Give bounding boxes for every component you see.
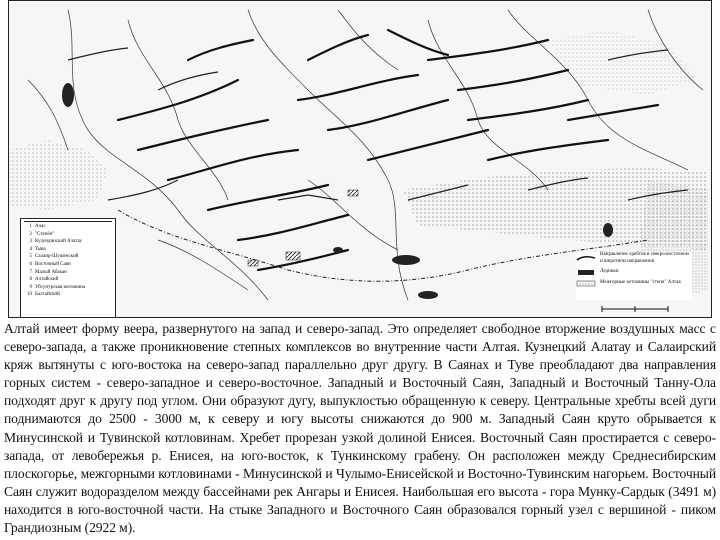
legend-item-label: Убсунурская котловина bbox=[35, 284, 86, 290]
description-paragraph: Алтай имеет форму веера, развернутого на запад и северо-запад. Это определяет свободное вторжение воздушных масс с северо-запада, а также проникновение степных комплексов во внутренние части Алтая. Кузнецкий Алатау и Салаирский кряж вытянуты с юго-востока на северо-запад параллельно друг другу. В Саянах и Туве преобладают два направления горных систем - северо-западное и северо-восточное. Западный и Восточный Саян, Западный и Восточный Танну-Ола подходят друг к другу под углом. Они образуют дугу, выпуклостью обращенную к северу. Центральные хребты всей дуги поднимаются до 2500 - 3000 м, к северу и югу высоты снижаются до 900 м. Западный Саян круто обрывается к Минусинской и Тувинской котловинам. Хребет прорезан узкой долиной Енисея. Восточный Саян простирается с северо-запада, от левобережья р. Енисея, на юго-восток, к Тункинскому грабену. Он расположен между Среднесибирским плоскогорье, межгорными котловинами - Минусинской и Чулымо-Енисейской и Восточно-Тувинским нагорьем. Восточный Саян служит водоразделом между бассейнами рек Ангары и Енисея. Наибольшая его высота - гора Мунку-Сардык (3491 м) находится в юго-восточной части. На стыке Западного и Восточного Саян образовался горный узел с вершиной - пиком Грандиозным (2922 м). bbox=[4, 321, 716, 536]
legend-title bbox=[24, 221, 112, 222]
legend-right-item bbox=[576, 269, 692, 276]
stipple-area-northeast bbox=[548, 30, 698, 95]
legend-item-number: 6 bbox=[29, 261, 32, 267]
legend-right-label: Направление хребтов в северо-восточном и широтном направлении bbox=[600, 252, 689, 264]
legend-item-label: "Степён" bbox=[35, 231, 55, 237]
legend-right-item bbox=[576, 280, 692, 287]
glacier-symbol bbox=[576, 269, 596, 276]
legend-item-number: 9 bbox=[29, 284, 32, 290]
legend-item bbox=[24, 231, 112, 239]
legend-item-label: Салаир-Шушенский bbox=[35, 254, 79, 260]
legend-item bbox=[24, 276, 112, 284]
legend-right-label: Межгорные котловины "степи" Алтая bbox=[600, 280, 681, 286]
stipple-area-west bbox=[8, 140, 108, 210]
map-legend-right bbox=[576, 252, 692, 300]
legend-item-label: Восточный Саян bbox=[35, 261, 71, 267]
legend-right-label: Ледники bbox=[600, 269, 619, 275]
scale-bar bbox=[600, 304, 670, 314]
legend-item bbox=[24, 238, 112, 246]
legend-item bbox=[24, 284, 112, 292]
legend-item bbox=[24, 291, 112, 299]
glacier-marks bbox=[248, 190, 358, 266]
legend-item bbox=[24, 269, 112, 277]
legend-item-label: Тыва bbox=[35, 246, 46, 252]
legend-item-number: 2 bbox=[29, 231, 32, 237]
legend-item bbox=[24, 246, 112, 254]
legend-item-label: Алтайский bbox=[35, 277, 59, 283]
legend-item-number: 4 bbox=[29, 246, 32, 252]
legend-item bbox=[24, 223, 112, 231]
legend-item bbox=[24, 253, 112, 261]
legend-item-number: 5 bbox=[29, 254, 32, 260]
legend-item-label: Алас bbox=[35, 224, 46, 229]
legend-item-label: Малый Абакан bbox=[35, 269, 67, 275]
legend-item bbox=[24, 261, 112, 269]
relief-map-figure bbox=[8, 0, 712, 318]
legend-item-number: 8 bbox=[29, 277, 32, 283]
legend-item-number: 3 bbox=[29, 239, 32, 245]
description-text bbox=[4, 320, 716, 538]
legend-item-label: Балтайский bbox=[35, 292, 60, 298]
legend-item-label: Кулундинский Алатау bbox=[35, 239, 82, 245]
legend-item-number: 1 bbox=[29, 224, 32, 229]
legend-item-number: 10 bbox=[27, 292, 32, 298]
basin-symbol bbox=[576, 280, 596, 287]
legend-right-item bbox=[576, 252, 692, 265]
map-legend-left bbox=[20, 218, 116, 318]
legend-item-number: 7 bbox=[29, 269, 32, 275]
legend-items bbox=[24, 223, 112, 299]
ridge-direction-symbol bbox=[576, 255, 596, 262]
